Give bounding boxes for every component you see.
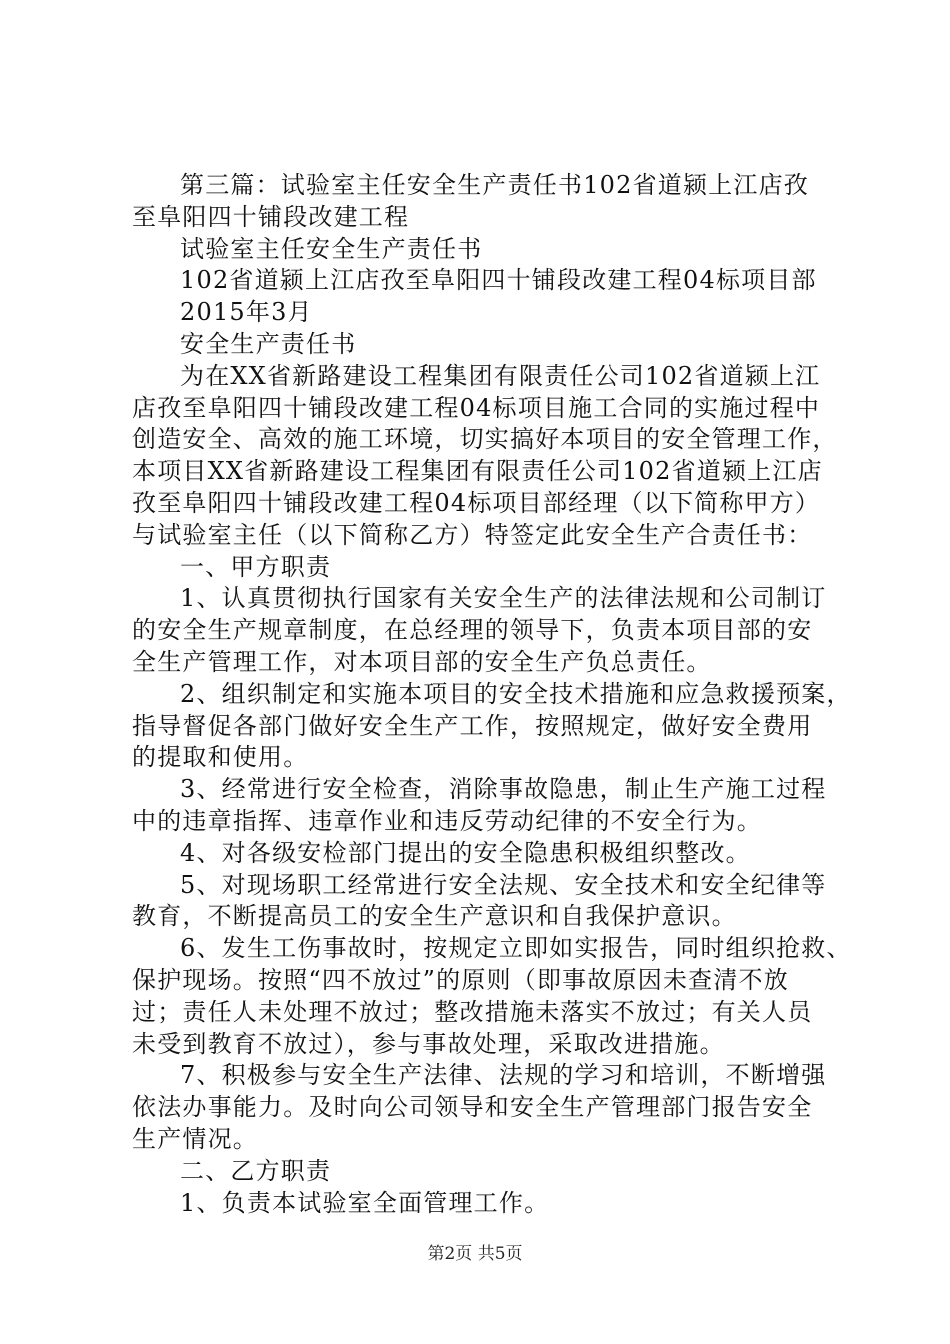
- document-body: [132, 170, 852, 1219]
- text-line: 至阜阳四十铺段改建工程: [132, 202, 410, 231]
- text-line: 与试验室主任（以下简称乙方）特签定此安全生产合责任书：: [132, 520, 813, 549]
- text-line: 生产情况。: [132, 1124, 258, 1153]
- page-footer: 第2页 共5页: [427, 1244, 523, 1264]
- text-line: 中的违章指挥、违章作业和违反劳动纪律的不安全行为。: [132, 806, 762, 835]
- text-line: 第三篇：试验室主任安全生产责任书102省道颍上江店孜: [180, 171, 810, 199]
- text-line: 二、乙方职责: [180, 1156, 332, 1185]
- text-line: 的安全生产规章制度，在总经理的领导下，负责本项目部的安: [132, 616, 813, 645]
- text-line: 为在XX省新路建设工程集团有限责任公司102省道颍上江: [180, 361, 821, 390]
- text-line: 2015年3月: [180, 298, 313, 327]
- text-line: 的提取和使用。: [132, 743, 309, 772]
- text-line: 6、发生工伤事故时，按规定立即如实报告，同时组织抢救、: [180, 934, 852, 963]
- text-line: 保护现场。按照“四不放过”的原则（即事故原因未查清不放: [132, 965, 789, 994]
- text-line: 教育，不断提高员工的安全生产意识和自我保护意识。: [132, 902, 737, 931]
- text-line: 孜至阜阳四十铺段改建工程04标项目部经理（以下简称甲方）: [132, 488, 821, 517]
- text-line: 4、对各级安检部门提出的安全隐患积极组织整改。: [180, 838, 751, 867]
- text-line: 全生产管理工作，对本项目部的安全生产负总责任。: [132, 647, 712, 676]
- text-line: 指导督促各部门做好安全生产工作，按照规定，做好安全费用: [132, 711, 813, 740]
- text-line: 试验室主任安全生产责任书: [180, 234, 483, 263]
- text-line: 2、组织制定和实施本项目的安全技术措施和应急救援预案，: [180, 679, 852, 708]
- text-line: 5、对现场职工经常进行安全法规、安全技术和安全纪律等: [180, 870, 827, 899]
- text-line: 安全生产责任书: [180, 329, 357, 358]
- text-line: 未受到教育不放过），参与事故处理，采取改进措施。: [132, 1029, 725, 1058]
- text-line: 过；责任人未处理不放过；整改措施未落实不放过；有关人员: [132, 997, 813, 1026]
- text-line: 1、负责本试验室全面管理工作。: [180, 1188, 550, 1217]
- text-line: 3、经常进行安全检查，消除事故隐患，制止生产施工过程: [180, 775, 827, 804]
- text-line: 创造安全、高效的施工环境，切实搞好本项目的安全管理工作，: [132, 425, 838, 454]
- text-line: 依法办事能力。及时向公司领导和安全生产管理部门报告安全: [132, 1093, 813, 1122]
- text-line: 店孜至阜阳四十铺段改建工程04标项目施工合同的实施过程中: [132, 393, 821, 422]
- text-line: 102省道颍上江店孜至阜阳四十铺段改建工程04标项目部: [180, 266, 817, 295]
- text-line: 一、甲方职责: [180, 552, 332, 581]
- text-line: 1、认真贯彻执行国家有关安全生产的法律法规和公司制订: [180, 584, 827, 613]
- text-line: 本项目XX省新路建设工程集团有限责任公司102省道颍上江店: [132, 457, 823, 486]
- text-line: 7、积极参与安全生产法律、法规的学习和培训，不断增强: [180, 1061, 827, 1090]
